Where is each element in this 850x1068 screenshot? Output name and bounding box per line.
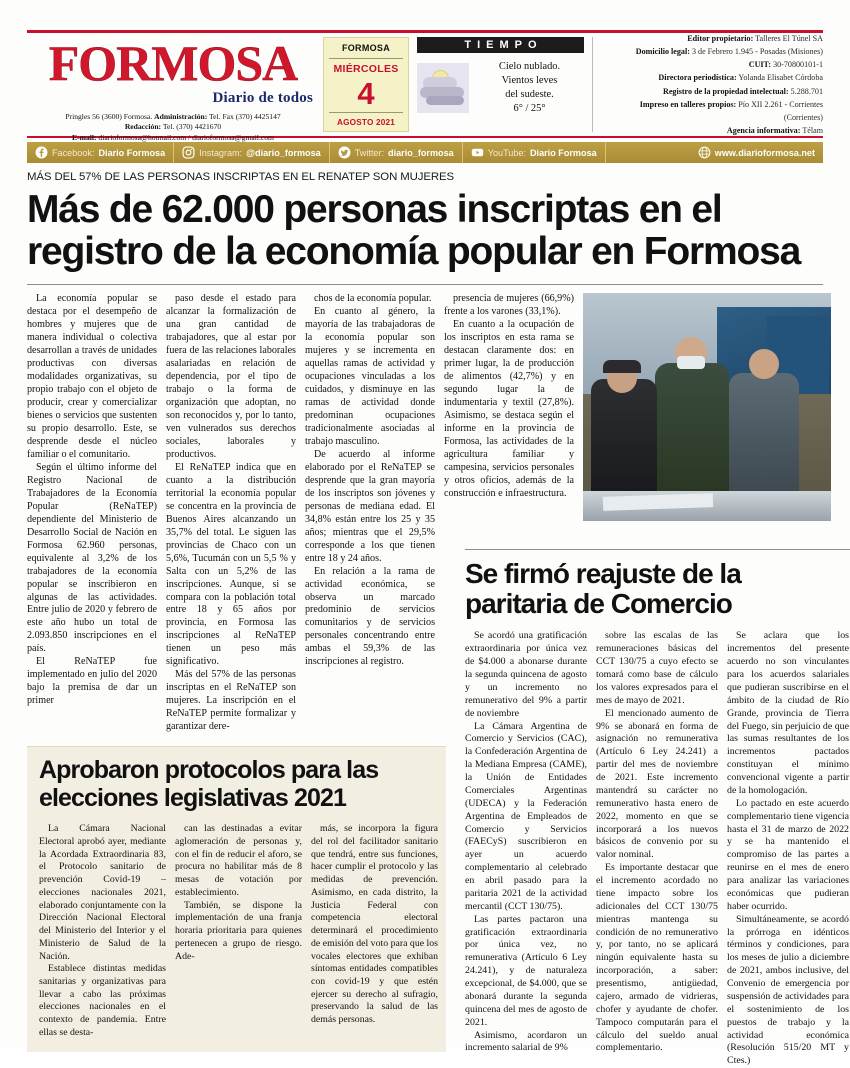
- redaccion-value: Tel. (370) 4421670: [161, 122, 222, 132]
- info-value-1: 3 de Febrero 1.945 - Posadas (Misiones): [689, 47, 823, 57]
- email-label: E-mail:: [72, 132, 97, 142]
- date-divider-bottom: [329, 112, 403, 113]
- youtube-icon: [471, 146, 484, 159]
- comercio-headline: [465, 559, 850, 619]
- paragraph: De acuerdo al informe elaborado por el ReNaTEP se desprende que la gran mayoría de los inscriptos son jóvenes y personas de mediana edad. El 34,8% están entre los 25 y 35 años; mientras que el 29,5% corresponde a los que tienen entre 18 y 24 años.: [305, 448, 435, 564]
- weather-line-2: Vientos leves: [501, 74, 558, 86]
- social-link-youtube[interactable]: [463, 142, 606, 163]
- newspaper-tagline: Diario de todos: [212, 90, 313, 106]
- paragraph: Establece distintas medidas sanitarias y organizativas para llevar a cabo las próximas elecciones nacionales en el contexto de pandemia. Entre ellas se desta-: [39, 963, 166, 1038]
- lead-column-2: [166, 293, 296, 734]
- paragraph: Se aclara que los incrementos del presente acuerdo no son vinculantes para los acuerdos salariales que pudieran suscribirse en el ámbito de la ciudad de Río Grande, provincia de Tierra del Fuego, sin perjuicio de que las sumas resultantes de los incrementos pactados constituyan el mínimo convencional vigente a partir de la homologación.: [727, 630, 849, 796]
- lead-column-1: [27, 293, 157, 734]
- masthead-logo-block: [27, 33, 319, 142]
- protocolos-headline-line-1: Aprobaron protocolos para las: [39, 756, 379, 785]
- weather-title: TIEMPO: [417, 37, 584, 53]
- comercio-columns: [465, 630, 850, 1068]
- info-value-5: Pío XII 2.261 - Corrientes (Corrientes): [736, 99, 823, 122]
- protocolos-headline-line-2: elecciones legislativas 2021: [39, 783, 346, 812]
- twitter-icon: [338, 146, 351, 159]
- paragraph: más, se incorpora la figura del rol del facilitador sanitario que tendrá, entre sus funciones, hacer cumplir el protocolo y las medidas de prevención. Asimismo, en cada distrito, la Justicia Federal con competencia electoral determinará el procedimiento de emisión del voto para que los vocales electores que exhiban síntomas entidades compatibles con covid-19 y que estén ejercer su derecho al sufragio, preservando la salud de las demás personas.: [311, 823, 438, 1026]
- paragraph: El ReNaTEP indica que en cuanto a la distribución territorial la economía popular se concentra en la provincia de Buenos Aires alcanzando un 35,7% del total. Le siguen las provincias de Chaco con un 5,6%, Tucumán con un 5,5 % y Salta con un 5,2% de las inscripciones. Aunque, si se compara con la población total entre 18 y 65 años por provincia, en Formosa las inscripciones al ReNaTEP tienen un peso más significativo.: [166, 461, 296, 668]
- twitter-label: Twitter:: [354, 147, 385, 158]
- paragraph: Se acordó una gratificación extraordinaria por única vez de $4.000 a abonarse durante la segunda quincena de agosto y un incremento no remunerativo del 9% a partir de noviembre: [465, 630, 587, 719]
- lead-article-photo: [583, 293, 831, 521]
- paragraph: Lo pactado en este acuerdo complementario tiene vigencia hasta el 31 de marzo de 2022 y se ha mantenido el compromiso de las partes a reunirse en el mes de enero para analizar las variaciones económicas que pudieran haber ocurrido.: [727, 797, 849, 912]
- info-value-0: Talleres El Túnel SA: [753, 34, 823, 44]
- comercio-column-2: [596, 630, 718, 1068]
- weather-line-3: del sudeste.: [505, 88, 554, 100]
- admin-label: Administración:: [154, 112, 208, 121]
- lead-headline-line-1: Más de 62.000 personas inscriptas en el: [27, 188, 722, 231]
- social-link-twitter[interactable]: [330, 142, 463, 163]
- paragraph: También, se dispone la implementación de una franja horaria prioritaria para quienes pertenecen a grupo de riesgo. Ade-: [175, 899, 302, 962]
- weather-temperatures: 6° / 25°: [513, 102, 546, 114]
- date-divider-top: [329, 58, 403, 59]
- address-text: Pringles 56 (3600) Formosa.: [65, 112, 153, 121]
- website-url: www.diarioformosa.net: [714, 147, 815, 158]
- masthead-contact-lines: [33, 112, 313, 143]
- paragraph: El mencionado aumento de 9% se abonará en forma de asignación no remunerativa (Artículo 6 Ley 24.241) a partir del mes de noviembre de 2021. Este incremento mantendrá su carácter no remunerativo hasta enero de 2022, momento en que se incorporará a los nuevos básicos de convenio por su valor nominal.: [596, 707, 718, 861]
- info-label-1: Domicilio legal:: [635, 47, 690, 57]
- info-label-0: Editor propietario:: [687, 34, 754, 44]
- twitter-value: diario_formosa: [388, 147, 454, 158]
- comercio-column-1: [465, 630, 587, 1068]
- protocolos-column-1: [39, 823, 166, 1039]
- social-link-facebook[interactable]: [27, 142, 174, 163]
- social-link-instagram[interactable]: [174, 142, 330, 163]
- paragraph: chos de la economía popular.: [314, 293, 432, 305]
- paragraph: paso desde el estado para alcanzar la formalización de una gran cantidad de trabajadores, que al estar por fuera de las relaciones laborales asalariadas en relación de dependencia, por el tipo de trabajo o la forma de organización que adoptan, no son reconocidos y, por lo tanto, ven vulnerados sus derechos sociales, laborales y productivos.: [166, 293, 296, 460]
- facebook-icon: [35, 146, 48, 159]
- info-label-2: CUIT:: [748, 60, 772, 70]
- weather-box: [417, 37, 593, 132]
- protocolos-columns: [39, 823, 438, 1039]
- comercio-headline-line-2: paritaria de Comercio: [465, 588, 732, 620]
- comercio-article: [465, 549, 850, 1068]
- masthead: [27, 30, 823, 142]
- social-media-bar: [27, 142, 823, 163]
- weather-text: [475, 60, 584, 116]
- admin-value: Tel. Fax (370) 4425147: [207, 112, 281, 121]
- paragraph: Las partes pactaron una gratificación extraordinaria por única vez, no remunerativa (Artículo 6 Ley 24.241), y de naturaleza excepcional, de $4.000, que se abonará durante la segunda quincena del mes de agosto de 2021.: [465, 913, 587, 1028]
- lead-kicker: MÁS DEL 57% DE LAS PERSONAS INSCRIPTAS EN EL RENATEP SON MUJERES: [27, 171, 454, 183]
- facebook-label: Facebook:: [52, 147, 95, 158]
- youtube-label: YouTube:: [487, 147, 526, 158]
- paragraph: presencia de mujeres (66,9%) frente a los varones (33,1%).: [444, 293, 574, 318]
- publication-info: [593, 34, 823, 135]
- info-label-5: Impreso en talleres propios:: [639, 99, 737, 109]
- paragraph: Es importante destacar que el incremento acordado no tiene impacto sobre los adicionales del CCT 130/75 mientras mantenga su condición de no remunerativo y, por tanto, no se aplicará ningún equivalente hasta su incorporación, a saber: presentismo, antigüedad, cajero, armado de vidrieras, chofer y ayudante de chofer. Tampoco computarán para el cálculo del sueldo anual complementario.: [596, 862, 718, 1054]
- paragraph: can las destinadas a evitar aglomeración de personas y, con el fin de reducir el aforo, se procura no habilitar más de 8 mesas de votación por establecimiento.: [175, 823, 302, 898]
- date-place: FORMOSA: [341, 43, 391, 53]
- comercio-top-rule: [465, 549, 850, 550]
- paragraph: Simultáneamente, se acordó la prórroga en idénticos términos y condiciones, para los meses de julio a diciembre de 2021, ambos inclusive, del Convenio de emergencia por suspensión de actividades para el sostenimiento de los puestos de trabajo y la actividad económica (Resolución 515/20 MT y Ctes.): [727, 913, 849, 1067]
- weather-line-1: Cielo nublado.: [498, 61, 561, 72]
- protocolos-headline: [39, 757, 434, 812]
- comercio-headline-line-1: Se firmó reajuste de la: [465, 558, 741, 589]
- lead-column-3: [305, 293, 435, 734]
- weather-body: [417, 60, 584, 116]
- info-value-2: 30-70800101-1: [771, 60, 823, 70]
- lead-headline: [27, 189, 823, 273]
- protocolos-column-2: [175, 823, 302, 1039]
- sun-behind-clouds-icon: [417, 63, 469, 113]
- instagram-value: @diario_formosa: [246, 147, 321, 158]
- paragraph: La economía popular se destaca por el desempeño de hombres y mujeres que de manera individual o colectiva desarrollan a través de unidades productivas con diversas modalidades organizativas, su propio trabajo con el objeto de producir, crear y comercializar bienes o servicios que sustenten su propio desarrollo. Este, se desprende desde el núcleo familiar o el comunitario.: [27, 293, 157, 460]
- paragraph: La Cámara Nacional Electoral aprobó ayer, mediante la Acordada Extraordinaria 83, el Protocolo sanitario de prevención Covid-19 – elecciones nacionales 2021, elaborado conjuntamente con la Dirección Nacional Electoral del Ministerio del Interior y el Ministerio de Salud de la Nación.: [39, 823, 166, 962]
- paragraph: Asimismo, acordaron un incremento salarial de 9%: [465, 1029, 587, 1054]
- instagram-icon: [182, 146, 195, 159]
- paragraph: En cuanto a la ocupación de los inscriptos en esta rama se destacan claramente dos: en primer lugar, la de producción de alimentos (42,7%) y en segundo lugar la de indumentaria y textil (27,8%). Asimismo, se destaca según el informe en la provincia de Formosa, las actividades de la agricultura familiar y campesina, servicios personales y otros oficios, además de la construcción e infraestructura.: [444, 319, 574, 499]
- protocolos-column-3: [311, 823, 438, 1039]
- date-box: [323, 37, 409, 132]
- comercio-column-3: [727, 630, 849, 1068]
- info-label-3: Directora periodística:: [658, 73, 737, 83]
- info-value-4: 5.288.701: [788, 86, 823, 96]
- paragraph: sobre las escalas de las remuneraciones básicas del CCT 130/75 a cuyo efecto se tomará como base de cálculo los valores expresados para el mes de mayo de 2021.: [596, 630, 718, 706]
- globe-icon: [698, 146, 711, 159]
- date-month-year: AGOSTO 2021: [336, 117, 396, 127]
- info-value-6: Télam: [800, 125, 823, 135]
- facebook-value: Diario Formosa: [98, 147, 166, 158]
- headline-rule: [27, 284, 823, 285]
- info-value-3: Yolanda Elisabet Córdoba: [736, 73, 823, 83]
- paragraph: El ReNaTEP fue implementado en julio del 2020 bajo la premisa de dar un primer: [27, 656, 157, 707]
- date-day-number: 4: [357, 75, 375, 111]
- info-label-4: Registro de la propiedad intelectual:: [662, 86, 789, 96]
- protocolos-article: [27, 746, 446, 1051]
- paragraph: En relación a la rama de actividad económica, se observa un marcado predominio de servicios comunitarios y de servicios personales concentrando entre ambas el 59,3% de las inscripciones al registro.: [305, 565, 435, 668]
- redaccion-label: Redacción:: [124, 122, 162, 132]
- paragraph: Según el último informe del Registro Nacional de Trabajadores de la Economía Popular (ReNaTEP) dependiente del Ministerio de Desarrollo Social de Nación en Formosa 62.960 personas, equivalente al 3,2% de los trabajadores de la economía popular se inscribieron en algunas de las actividades. Entre julio de 2020 y febrero de este año hubo un total de 2.093.850 inscripciones en el país.: [27, 461, 157, 655]
- paragraph: En cuanto al género, la mayoría de las trabajadoras de la economía popular son mujeres y se incrementa en aquellas ramas de actividad y ocupaciones vinculadas a los cuidados, y disminuye en las ramas de actividad donde predominan ocupaciones tradicionalmente asociadas al trabajo masculino.: [305, 306, 435, 447]
- youtube-value: Diario Formosa: [529, 147, 597, 158]
- paragraph: La Cámara Argentina de Comercio y Servicios (CAC), la Confederación Argentina de la Mediana Empresa (CAME), la Unión de Entidades Comerciales Argentinas (UDECA) y la Federación Argentina de Empleados de Comercio y Servicios (FAECyS) suscribieron en ayer un acuerdo complementario al celebrado en abril pasado para la paritaria 2021 de la actividad mercantil (CCT 130/75).: [465, 720, 587, 912]
- paragraph: Más del 57% de las personas inscriptas en el ReNaTEP son mujeres. La inscripción en el ReNaTEP permite formalizar y garantizar dere-: [166, 669, 296, 733]
- email-value: diarioformosa@hotmail.com / diarioformosa@gmail.com: [96, 132, 274, 142]
- info-label-6: Agencia informativa:: [726, 125, 801, 135]
- instagram-label: Instagram:: [199, 147, 243, 158]
- website-link[interactable]: [606, 142, 823, 163]
- date-weekday: MIÉRCOLES: [333, 63, 399, 76]
- newspaper-logo: FORMOSA: [48, 35, 298, 91]
- lead-headline-line-2: registro de la economía popular en Formosa: [27, 230, 801, 274]
